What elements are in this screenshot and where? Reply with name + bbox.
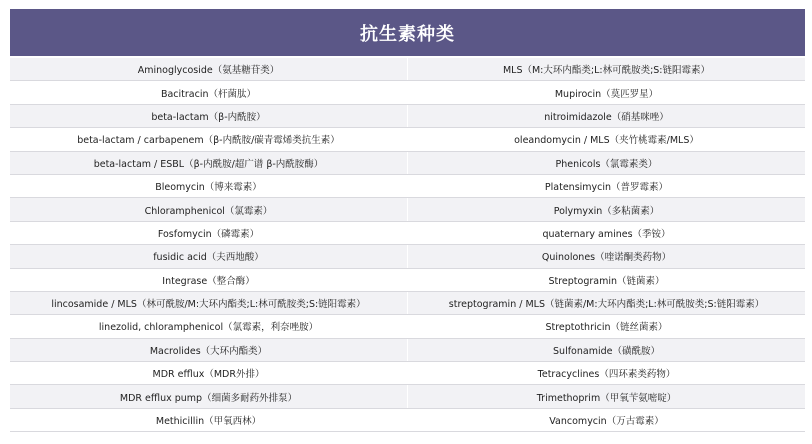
antibiotic-cell-right: Trimethoprim（甲氧苄氨嘧啶）	[536, 392, 677, 404]
antibiotic-cell-right: Polymyxin（多粘菌素）	[553, 205, 660, 217]
antibiotic-cell-left: lincosamide / MLS（林可酰胺/M:大环内酯类;L:林可酰胺类;S:链阳霉素）	[10, 292, 408, 314]
antibiotic-cell-right: nitroimidazole（硝基咪唑）	[544, 111, 669, 123]
antibiotic-cell-left: Methicillin（甲氧西林）	[10, 409, 408, 431]
table-row	[10, 222, 805, 245]
antibiotic-cell-left: beta-lactam / carbapenem（β-内酰胺/碳青霉烯类抗生素）	[10, 128, 408, 150]
table-row	[10, 81, 805, 104]
antibiotic-cell-right: Platensimycin（普罗霉素）	[544, 182, 669, 194]
table-row	[10, 105, 805, 128]
antibiotic-cell-right: Streptogramin（链菌素）	[548, 275, 665, 287]
table-body	[10, 58, 805, 432]
table-row	[10, 269, 805, 292]
antibiotic-cell-left: beta-lactam（β-内酰胺）	[10, 105, 408, 127]
table-row	[10, 245, 805, 268]
table-row	[10, 362, 805, 385]
antibiotic-cell-left: Chloramphenicol（氯霉素）	[10, 198, 408, 220]
table-row	[10, 292, 805, 315]
antibiotic-cell-left: Bacitracin（杆菌肽）	[10, 81, 408, 103]
antibiotic-cell-right: Quinolones（喹诺酮类药物）	[541, 252, 672, 264]
table-row	[10, 152, 805, 175]
table-row	[10, 315, 805, 338]
antibiotic-cell-right: MLS（M:大环内酯类;L:林可酰胺类;S:链阳霉素）	[502, 65, 711, 77]
antibiotic-cell-right: streptogramin / MLS（链菌素/M:大环内酯类;L:林可酰胺类;S:链阳霉素）	[448, 299, 765, 311]
antibiotic-cell-right: quaternary amines（季铵）	[542, 228, 671, 240]
antibiotic-cell-right: oleandomycin / MLS（夹竹桃霉素/MLS）	[514, 135, 699, 147]
antibiotic-cell-left: Macrolides（大环内酯类）	[10, 339, 408, 361]
table-row	[10, 198, 805, 221]
antibiotic-cell-right: Mupirocin（莫匹罗星）	[554, 88, 659, 100]
antibiotic-cell-left: Integrase（整合酶）	[10, 269, 408, 291]
antibiotic-cell-left: MDR efflux pump（细菌多耐药外排泵）	[10, 385, 408, 407]
antibiotic-cell-left: MDR efflux（MDR外排）	[10, 362, 408, 384]
table-row	[10, 175, 805, 198]
antibiotic-cell-right: Tetracyclines（四环素类药物）	[537, 369, 676, 381]
table-header	[10, 9, 805, 56]
antibiotic-cell-left: Aminoglycoside（氨基糖苷类）	[10, 58, 408, 80]
antibiotic-cell-left: fusidic acid（夫西地酸）	[10, 245, 408, 267]
antibiotic-cell-right: Phenicols（氯霉素类）	[555, 158, 658, 170]
table-row	[10, 339, 805, 362]
antibiotic-table	[10, 9, 805, 432]
antibiotic-cell-left: linezolid, chloramphenicol（氯霉素，利奈唑胺）	[10, 315, 408, 337]
antibiotic-cell-right: Streptothricin（链丝菌素）	[545, 322, 668, 334]
table-title: 抗生素种类	[360, 23, 455, 45]
antibiotic-cell-left: beta-lactam / ESBL（β-内酰胺/超广谱 β-内酰胺酶）	[10, 152, 408, 174]
table-row	[10, 128, 805, 151]
antibiotic-cell-right: Vancomycin（万古霉素）	[549, 416, 664, 428]
antibiotic-cell-right: Sulfonamide（磺酰胺）	[553, 345, 660, 357]
antibiotic-cell-left: Bleomycin（博来霉素）	[10, 175, 408, 197]
antibiotic-cell-left: Fosfomycin（磷霉素）	[10, 222, 408, 244]
table-row	[10, 58, 805, 81]
table-row	[10, 385, 805, 408]
table-row	[10, 409, 805, 432]
